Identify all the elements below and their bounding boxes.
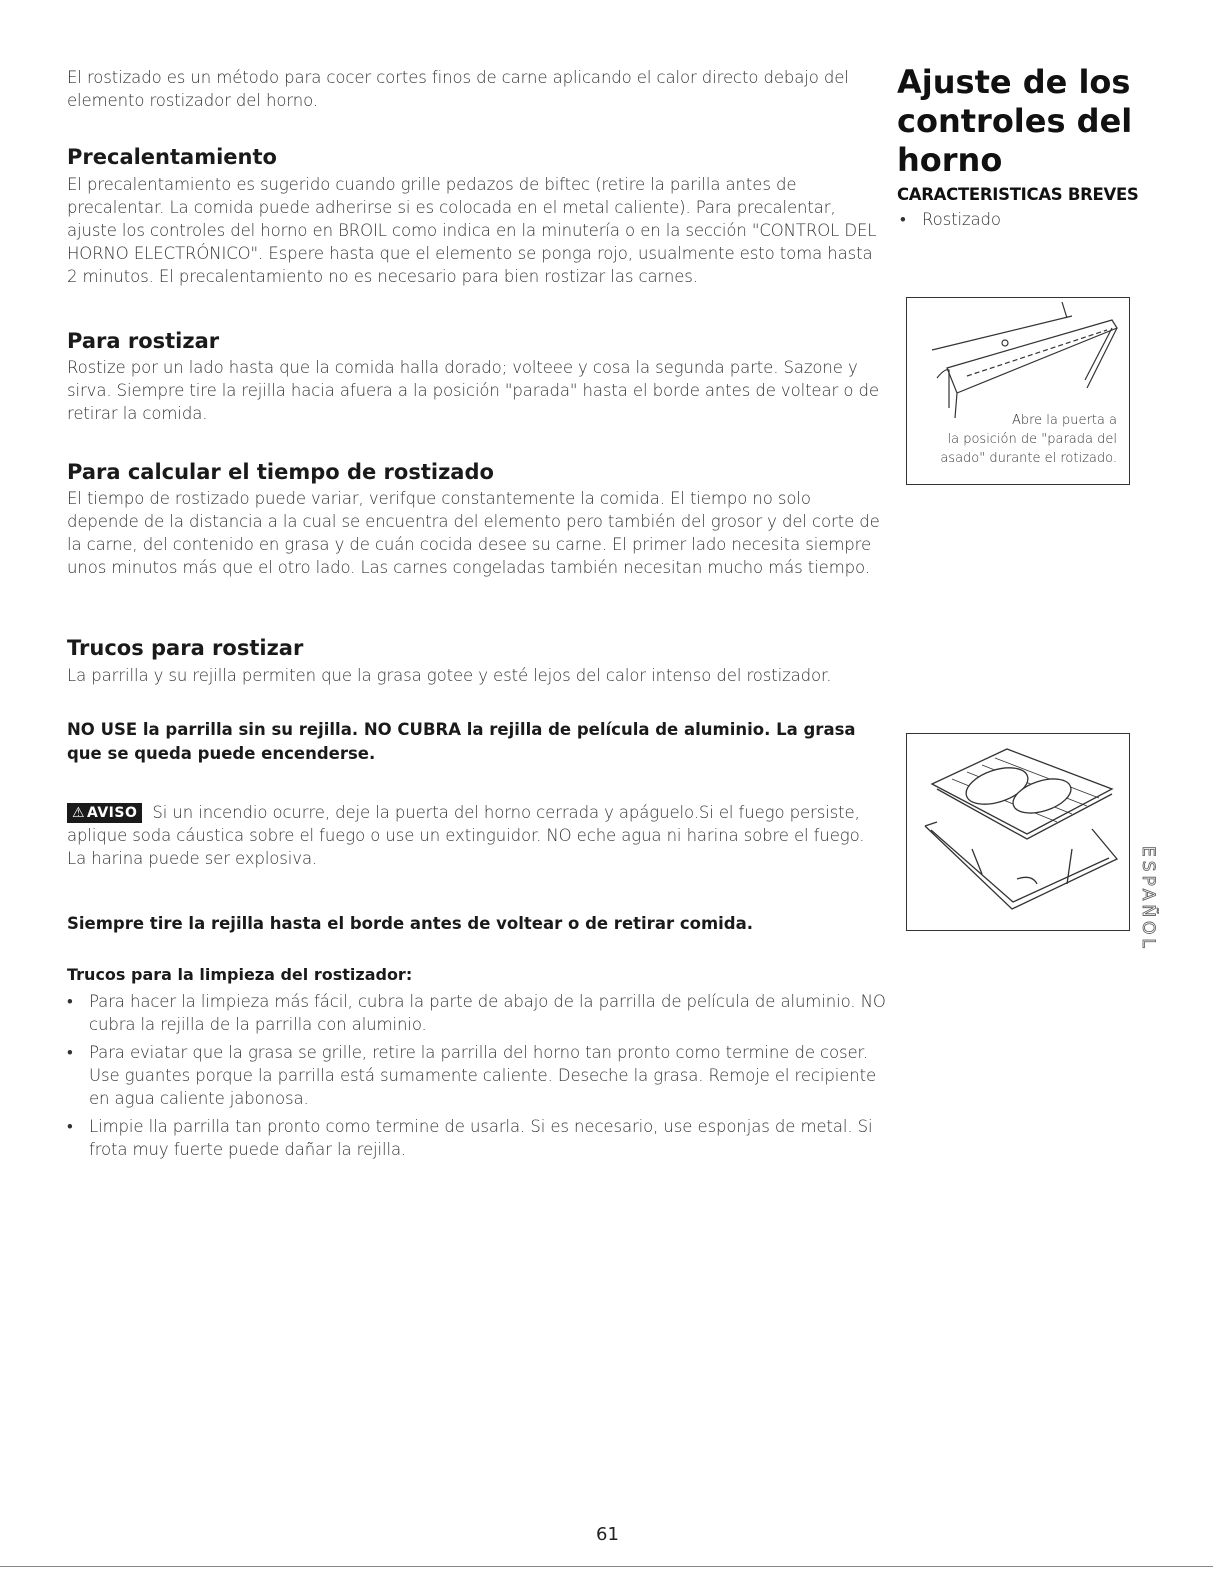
bullet-icon: • (900, 210, 906, 229)
oven-door-illustration (907, 298, 1129, 418)
language-side-tab: ESPAÑOL (1138, 846, 1158, 952)
list-item (67, 1115, 887, 1161)
section-heading-trucos: Trucos para rostizar (67, 636, 304, 660)
oven-door-figure (906, 297, 1130, 485)
figure-caption (940, 411, 1117, 468)
bullet-icon: • (67, 1043, 73, 1062)
intro-text: El rostizado es un método para cocer cortes finos de carne aplicando el calor directo debajo del elemento rostizador del horno. (67, 68, 849, 110)
sidebar-title-line: horno (897, 141, 1003, 179)
aviso-paragraph (67, 801, 867, 870)
limpieza-list (67, 990, 887, 1161)
page-number: 61 (596, 1524, 619, 1545)
broiler-pan-illustration (907, 734, 1129, 930)
bottom-rule (0, 1566, 1213, 1567)
sidebar-subtitle: CARACTERISTICAS BREVES (897, 185, 1139, 204)
figure-caption-line: la posición de "parada del (947, 432, 1117, 447)
sidebar-title-line: controles del (897, 102, 1133, 140)
section-heading-para-rostizar: Para rostizar (67, 329, 220, 353)
list-item-text: Para hacer la limpieza más fácil, cubra la parte de abajo de la parrilla de película de aluminio. NO cubra la rejilla de la parrilla con aluminio. (89, 992, 886, 1034)
feature-item (900, 208, 1001, 231)
bullet-icon: • (67, 992, 73, 1011)
aviso-text: Si un incendio ocurre, deje la puerta del horno cerrada y apáguelo.Si el fuego persiste, aplique soda cáustica sobre el fuego o use un extinguidor. NO eche agua ni harina sobre el fuego. La harina puede ser explosiva. (67, 803, 865, 868)
figure-caption-line: asado" durante el rotizado. (940, 451, 1117, 466)
bullet-icon: • (67, 1117, 73, 1136)
aviso-badge-label: AVISO (86, 805, 138, 821)
list-item-text: Para eviatar que la grasa se grille, retire la parrilla del horno tan pronto como termine de coser. Use guantes porque la parrilla está sumamente caliente. Deseche la grasa. Remoje el recipiente en agua caliente jabonosa. (89, 1043, 877, 1108)
list-item-text: Limpie lla parrilla tan pronto como termine de usarla. Si es necesario, use esponjas de metal. Si frota muy fuerte puede dañar la rejilla. (89, 1117, 873, 1159)
sidebar-title-line: Ajuste de los (897, 63, 1131, 101)
list-item (67, 1041, 887, 1110)
section-text-calcular-tiempo: El tiempo de rostizado puede variar, verifque constantemente la comida. El tiempo no solo depende de la distancia a la cual se encuentra del elemento pero también del grosor y del corte de la carne, del contenido en grasa y de cuán cocida desee su carne. El primer lado necesita siempre unos minutos más que el otro lado. Las carnes congeladas también necesitan mucho más tiempo. (67, 489, 880, 577)
figure-caption-line: Abre la puerta a (1011, 413, 1117, 428)
section-text-para-rostizar: Rostize por un lado hasta que la comida halla dorado; volteee y cosa la segunda parte. Sazone y sirva. Siempre tire la rejilla hacia afuera a la posición "parada" hasta el borde antes de voltear o de retirar la comida. (67, 358, 879, 423)
limpieza-heading: Trucos para la limpieza del rostizador: (67, 965, 413, 984)
siempre-note: Siempre tire la rejilla hasta el borde antes de voltear o de retirar comida. (67, 914, 754, 933)
warning-note: NO USE la parrilla sin su rejilla. NO CUBRA la rejilla de película de aluminio. La grasa que se queda puede encenderse. (67, 720, 856, 763)
section-text-trucos: La parrilla y su rejilla permiten que la grasa gotee y esté lejos del calor intenso del rostizador. (67, 666, 832, 685)
aviso-badge: ⚠ AVISO (67, 803, 142, 823)
sidebar-title (897, 63, 1132, 180)
section-heading-calcular-tiempo: Para calcular el tiempo de rostizado (67, 460, 494, 484)
section-text-precalentamiento: El precalentamiento es sugerido cuando grille pedazos de biftec (retire la parilla antes de precalentar. La comida puede adherirse si es colocada en el metal caliente). Para precalentar, ajuste los controles del horno en BROIL como indica en la minutería o en la sección "CONTROL DEL HORNO ELECTRÓNICO". Espere hasta que el elemento se ponga rojo, usualmente esto toma hasta 2 minutos. El precalentamiento no es necesario para bien rostizar las carnes. (67, 175, 877, 286)
feature-item-text: Rostizado (922, 210, 1001, 229)
section-heading-precalentamiento: Precalentamiento (67, 145, 277, 169)
broiler-pan-figure (906, 733, 1130, 931)
list-item (67, 990, 887, 1036)
